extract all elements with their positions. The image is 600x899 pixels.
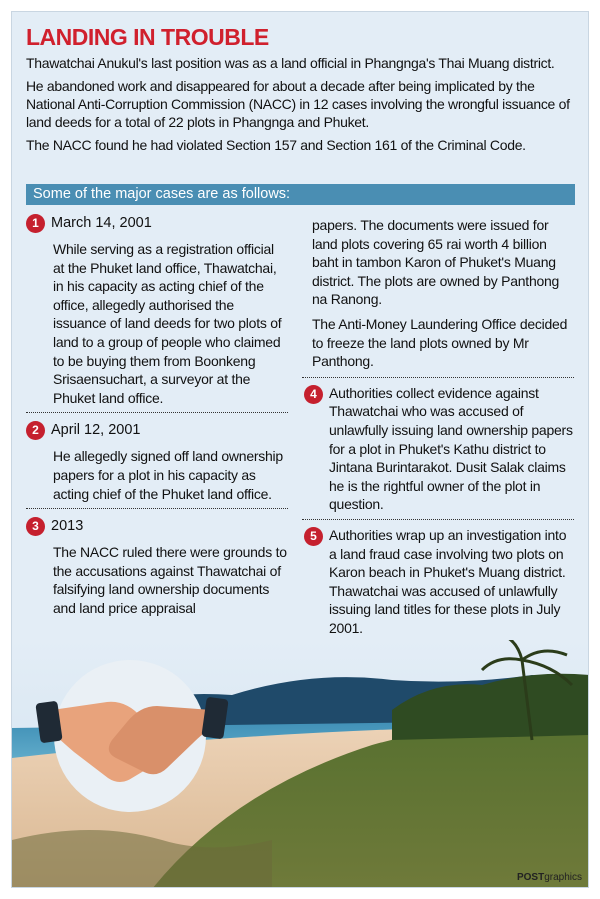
case-date: April 12, 2001 [51,422,141,439]
dotted-divider [26,508,288,509]
credit-brand: POST [516,872,545,883]
case-2 [26,419,288,503]
case-text: While serving as a registration official at the Phuket land office, Thawatchai, in his capacity as acting chief of the office, allegedly authorised the issuance of land deeds for two plots of land to a group of people who claimed to be buying them from Boonkeng Srisaensuchart, a surveyor at the Phuket land office. [53,241,282,406]
dotted-divider [302,519,574,520]
credit-suffix: graphics [544,872,582,883]
case-date: March 14, 2001 [51,215,152,231]
intro-paragraph: He abandoned work and disappeared for about a decade after being implicated by the National Anti-Corruption Commission (NACC) in 12 cases involving the wrongful issuance of land deeds for a total of 22 plots in Phangnga and Phuket. [26,78,570,130]
case-number-badge: 5 [304,527,323,546]
case-text: papers. The documents were issued for land plots covering 65 rai worth 4 billion baht in tambon Karon of Phuket's Muang district. The plots are owned by Panthong na Ranong. [312,217,560,308]
section-header: Some of the major cases are as follows: [26,184,575,205]
case-text: Authorities wrap up an investigation into a land fraud case involving two plots on Karon beach in Phuket's Muang district. Thawatchai was accused of unlawfully issuing land titles for these plots in July 2001. [329,526,567,636]
case-5 [304,526,574,638]
case-3 [26,515,288,617]
case-3-continued [312,216,574,371]
intro-text [26,54,576,159]
cases-left-column [26,212,288,618]
page-title: LANDING IN TROUBLE [26,24,269,50]
case-header [26,515,288,537]
case-text: He allegedly signed off land ownership papers for a plot in his capacity as acting chief of the Phuket land office. [53,448,283,502]
dotted-divider [302,377,574,378]
case-number-badge: 1 [26,214,45,233]
case-header [26,419,288,441]
intro-paragraph: Thawatchai Anukul's last position was as a land official in Phangnga's Thai Muang district. [26,55,555,71]
case-header [26,212,288,234]
beach-scene-illustration [12,640,589,888]
case-1 [26,212,288,407]
infographic-panel [11,11,589,888]
case-date: 2013 [51,518,84,535]
case-number-badge: 3 [26,517,45,536]
credit-label [517,872,582,883]
case-text: The NACC ruled there were grounds to the accusations against Thawatchai of falsifying land ownership documents and land price appraisal [53,544,287,616]
case-text: The Anti-Money Laundering Office decided to freeze the land plots owned by Mr Panthong. [312,315,568,370]
cases-right-column [312,216,574,637]
case-text: Authorities collect evidence against Thawatchai who was accused of unlawfully issuing land ownership papers for a plot in Phuket's Kathu district to Jintana Burintarakot. Dusit Salak claims he is the rightful owner of the plot in question. [329,384,573,513]
dotted-divider [26,412,288,413]
case-number-badge: 2 [26,421,45,440]
case-4 [304,384,574,514]
case-number-badge: 4 [304,385,323,404]
intro-paragraph: The NACC found he had violated Section 157 and Section 161 of the Criminal Code. [26,137,526,153]
